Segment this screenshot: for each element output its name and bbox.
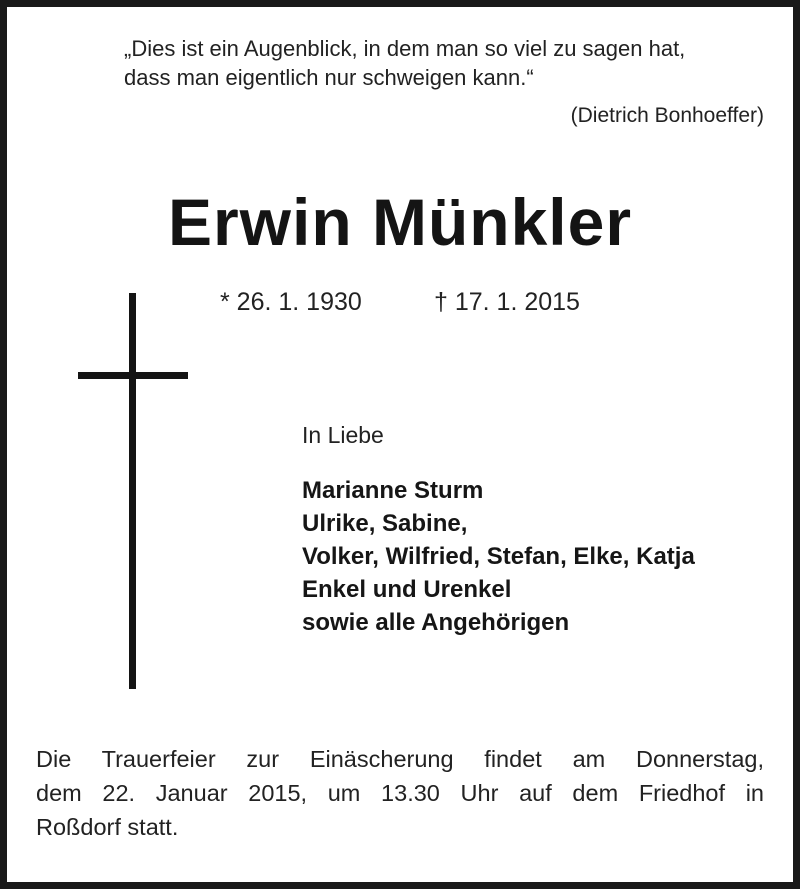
ceremony-line: Die Trauerfeier zur Einäscherung findet am Donnerstag, — [36, 746, 764, 772]
quote-line: „Dies ist ein Augenblick, in dem man so viel zu sagen hat, — [124, 36, 686, 61]
quote-author: (Dietrich Bonhoeffer) — [570, 104, 764, 127]
mourner-line: Marianne Sturm — [302, 477, 484, 504]
death-date: † 17. 1. 2015 — [434, 288, 580, 316]
mourner-line: Ulrike, Sabine, — [302, 510, 468, 537]
quote-line: dass man eigentlich nur schweigen kann.“ — [124, 65, 534, 90]
mourner-line: sowie alle Angehörigen — [302, 609, 570, 636]
cross-horizontal-bar — [78, 372, 188, 379]
cross-vertical-bar — [129, 293, 136, 689]
ceremony-line: Roßdorf statt. — [36, 814, 179, 840]
quote — [124, 34, 774, 92]
deceased-name: Erwin Münkler — [167, 185, 633, 259]
mourners-list — [302, 474, 782, 639]
ceremony-line: dem 22. Januar 2015, um 13.30 Uhr auf dem Friedhof in — [36, 780, 764, 806]
mourners-intro: In Liebe — [302, 422, 384, 448]
birth-date: * 26. 1. 1930 — [220, 288, 362, 316]
mourner-line: Volker, Wilfried, Stefan, Elke, Katja — [302, 543, 695, 570]
mourner-line: Enkel und Urenkel — [302, 576, 512, 603]
ceremony-info — [36, 742, 764, 844]
